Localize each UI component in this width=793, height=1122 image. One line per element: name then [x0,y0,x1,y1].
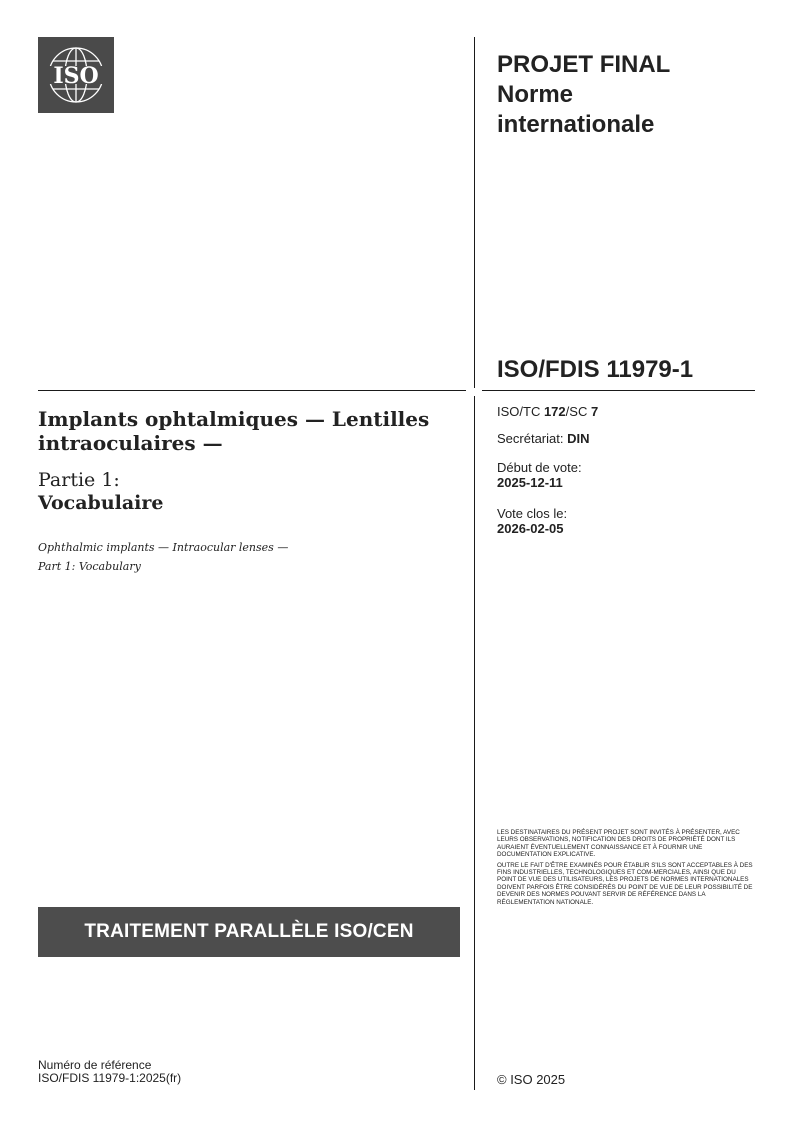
logo-text: ISO [53,63,99,89]
horizontal-rule-left [38,390,466,391]
notice-paragraph-1: LES DESTINATAIRES DU PRÉSENT PROJET SONT INVITÉS À PRÉSENTER, AVEC LEURS OBSERVATIONS, NOTIFICATION DES DROITS DE PROPRIÉTÉ DONT ILS AURAIENT ÉVENTUELLEMENT CONNAISSANCE ET À FOURNIR UNE DOCUMENTATION EXPLICATIVE. [497,829,740,859]
vertical-divider-top [474,37,475,388]
tc-number: 172 [543,404,566,419]
reference-label: Numéro de référence [38,1058,152,1072]
title-french-part [38,469,164,515]
part-title: Vocabulaire [38,492,164,514]
reference-value: ISO/FDIS 11979-1:2025(fr) [38,1071,182,1085]
notice-paragraph-2: OUTRE LE FAIT D'ÊTRE EXAMINÉS POUR ÉTABLIR S'ILS SONT ACCEPTABLES À DES FINS INDUSTRIELLES, TECHNOLOGIQUES ET COM-MERCIALES, AINSI QUE DU POINT DE VUE DES UTILISATEURS, LES PROJETS DE NORMES INTERNATIONALES DOIVENT PARFOIS ÊTRE CONSIDÉRÉS DU POINT DE VUE DE LEUR POSSIBILITÉ DE DEVENIR DES NORMES POUVANT SERVIR DE RÉFÉRENCE DANS LA RÉGLEMENTATION NATIONALE. [497,861,753,906]
vote-start [497,460,582,490]
vote-end-date: 2026-02-05 [497,521,564,536]
sc-number: 7 [590,404,599,419]
document-status: PROJET FINAL [497,51,671,78]
horizontal-rule-right [482,390,755,391]
vote-start-label: Début de vote: [497,460,582,475]
title-english-line2: Part 1: Vocabulary [38,560,141,573]
parallel-processing-banner: TRAITEMENT PARALLÈLE ISO/CEN [38,907,460,957]
copyright: © ISO 2025 [497,1072,566,1087]
title-english-line1: Ophthalmic implants — Intraocular lenses — [38,541,289,554]
vertical-divider-bottom [474,396,475,1090]
globe-icon [38,37,114,113]
document-stage-block [497,50,670,140]
vote-end [497,506,567,536]
document-number: ISO/FDIS 11979-1 [497,356,694,383]
title-english [38,538,288,576]
recipients-notice [497,829,753,909]
secretariat-value: DIN [567,431,590,446]
document-type-line2: internationale [497,111,655,138]
iso-logo [38,37,114,113]
secretariat: Secrétariat: DIN [497,431,590,446]
reference-number [38,1059,181,1085]
vote-start-date: 2025-12-11 [497,475,563,490]
part-number: Partie 1: [38,469,120,491]
title-french-main: Implants ophtalmiques — Lentilles intraoculaires — [38,407,430,455]
committee: ISO/TC 172/SC 7 [497,404,599,419]
vote-end-label: Vote clos le: [497,506,568,521]
document-type-line1: Norme [497,81,574,108]
